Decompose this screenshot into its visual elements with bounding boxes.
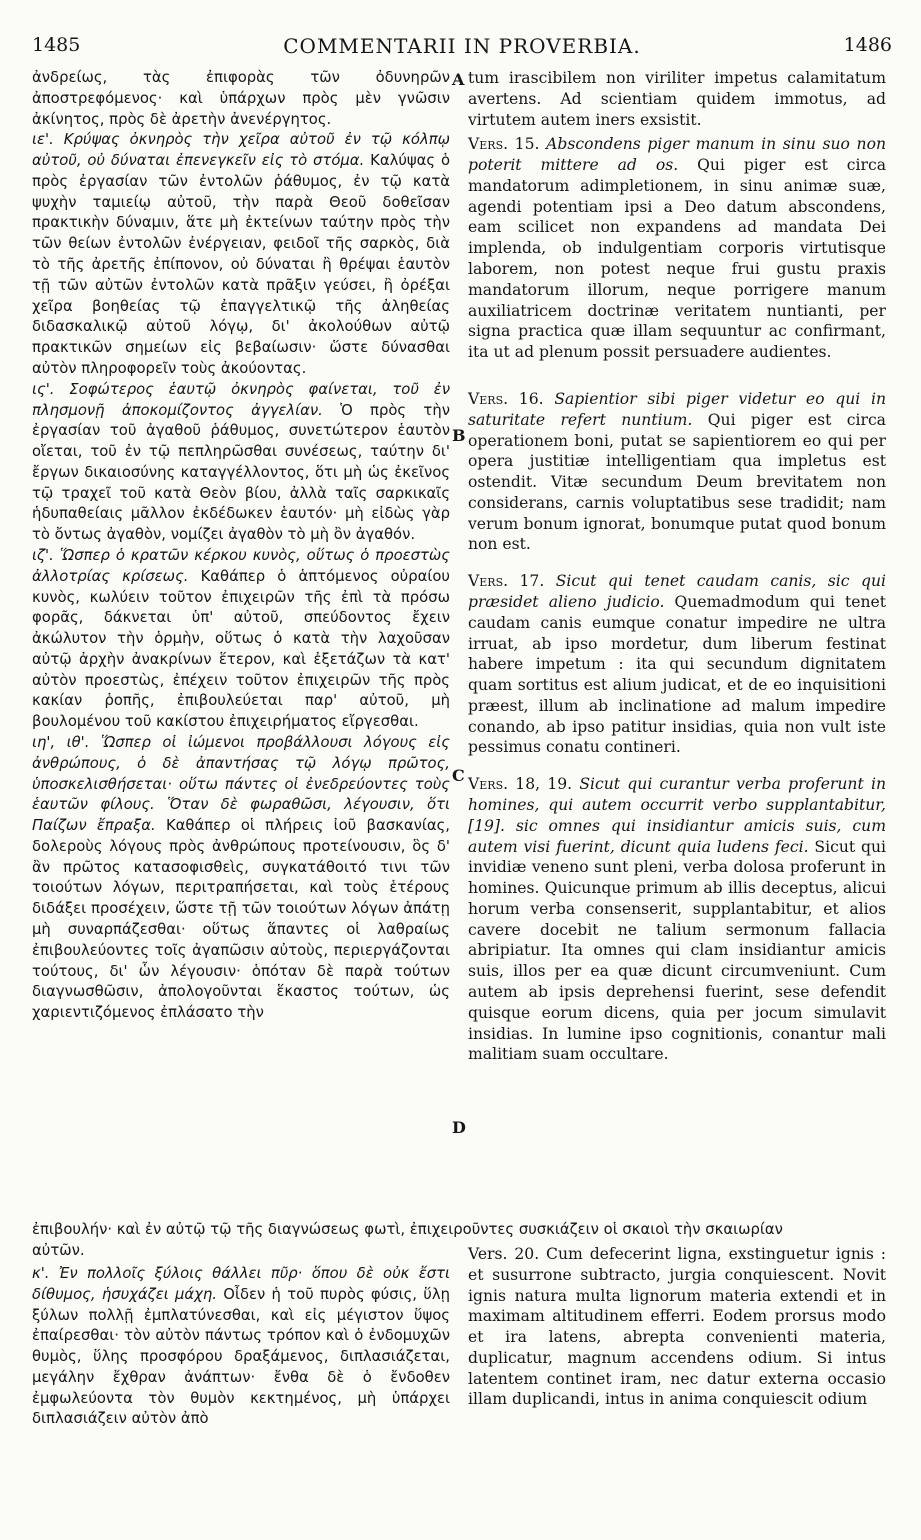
latin-column [468, 68, 886, 1065]
latin-paragraph-4 [468, 571, 886, 758]
greek-verse-15-head: ιε'. Κρύψας ὀκνηρὸς τὴν χεῖρα αὐτοῦ ἐν τῷ κόλπῳ αὐτοῦ, οὐ δύναται ἐπενεγκεῖν εἰς τὸ στόμα. [32, 131, 450, 170]
greek-column [32, 68, 450, 1024]
page-number-right: 1486 [843, 34, 892, 56]
latin-verse-16-label: Vers. 16. [468, 389, 544, 408]
latin-paragraph-3 [468, 389, 886, 555]
latin-verse-18-body: Sicut qui invidiæ veneno sunt pleni, verba dolosa proferunt in homines. Quicunque primum ab illis deceptus, alicui horum verba consenserit, supplantabitur, et alios cavere docebit ne talium sermonum fallacia abripiatur. Ita omnes qui clam insidiantur amicis suis, illos per ea quæ dicunt circumveniunt. Cum autem ab ipsis deprehensi fuerint, sese defendit quisque eorum dicens, quia per jocum simulavit insidias. In lumine ipso cognitionis, conantur mali malitiam suam occultare. [468, 837, 886, 1064]
greek-column-lower [32, 1264, 450, 1430]
latin-verse-20-head: Cum defecerint ligna, exstinguetur ignis : et susurrone subtracto, jurgia conquiescent. [468, 1245, 886, 1284]
greek-paragraph-4 [32, 546, 450, 733]
latin-verse-16-body: Qui piger est circa operationem boni, putat se sapientiorem eo qui per opera justitiæ intelligentiam qua impletus est ostendit. Vitæ secundum Deum brevitatem non considerans, carnis voluptatibus sese tradidit; nam verum bonum ignorat, bonumque putat quod bonum non est. [468, 410, 886, 554]
section-marker-d: D [452, 1118, 466, 1137]
latin-paragraph-5 [468, 774, 886, 1065]
latin-verse-15-head: Abscondens piger manum in sinu suo non poterit mittere ad os. [468, 135, 886, 175]
running-title: COMMENTARII IN PROVERBIA. [283, 34, 641, 58]
page-header [32, 34, 892, 64]
latin-verse-18-label: Vers. 18, 19. [468, 775, 573, 794]
latin-verse-15-body: Qui piger est circa mandatorum adimpletionem, in sinu animæ suæ, agendi potentiam ipsi a Deo datum abscondens, eam scilicet non expandens ad mandata Dei implenda, ob indulgentiam corporis virtutisque laborem, non potest neque frui gustu praxis mandatorum illorum, neque porrigere manum auxiliatricem doctrinæ veritatem nuntianti, per signa practica quæ illam sequuntur ac confirmant, ita ut ad plenum possit persuadere audientes. [468, 156, 886, 362]
latin-column-lower [468, 1244, 886, 1410]
greek-verse-17-head: ιζ'. Ὥσπερ ὁ κρατῶν κέρκου κυνὸς, οὕτως ὁ προεστὼς ἀλλοτρίας κρίσεως. [32, 546, 450, 585]
section-marker-a: A [452, 70, 465, 89]
greek-verse-20-head: κ'. Ἐν πολλοῖς ξύλοις θάλλει πῦρ· ὅπου δὲ οὐκ ἔστι δίθυμος, ἡσυχάζει μάχη. [32, 1265, 450, 1303]
greek-paragraph-2 [32, 130, 450, 379]
latin-paragraph-6 [468, 1244, 886, 1410]
greek-verse-16-head: ις'. Σοφώτερος ἑαυτῷ ὀκνηρὸς φαίνεται, τοῦ ἐν πλησμονῇ ἀποκομίζοντος ἀγγελίαν. [32, 380, 450, 419]
latin-paragraph-2 [468, 134, 886, 363]
latin-verse-17-label: Vers. 17. [468, 572, 545, 591]
greek-paragraph-3 [32, 380, 450, 546]
greek-paragraph-5 [32, 733, 450, 1024]
page-number-left: 1485 [32, 34, 81, 56]
greek-verse-16-body: Ὁ πρὸς τὴν ἐργασίαν τοῦ ἀγαθοῦ ῥάθυμος, συνετώτερον ἑαυτὸν οἴεται, τοῦ ἐν τῷ πεπληρῶσθαι συνέσεως, ταύτην δι' ἔργων δικαιοσύνης καταγγέλλοντος, ὅτι μὴ ὡς ἐκεῖνος τῷ τραχεῖ τοῦ κατὰ Θεὸν βίου, ἀλλὰ ταῖς σαρκικαῖς ἡδυπαθείαις μᾶλλον ἐκδέδωκεν ἑαυτόν· μὴ εἰδὼς γὰρ τὸ ὄντως ἀγαθὸν, νομίζει ἀγαθὸν τὸ μὴ ὂν ἀγαθόν. [32, 401, 450, 544]
greek-verse-18-body: Καθάπερ οἱ πλήρεις ἰοῦ βασκανίας, δολεροὺς λόγους πρὸς ἀνθρώπους προτείνουσιν, ὃς δ' ἂν πρῶτος κατασοφισθεὶς, συγκατάθοιτό τινι τῶν τοιούτων λόγων, περιτραπήσεται, καὶ τοὺς ἑτέρους διδάξει προσέχειν, ὥστε τῇ τῶν τοιούτων λόγων ἀπάτῃ μὴ συναρπάζεσθαι· οὕτως ἅπαντες οἱ λαθραίως ἐπιβουλεύοντες τοῖς ἀγαπῶσιν αὐτοὺς, περιεργάζονται τούτους, δι' ὧν λέγουσιν· ὁπόταν δὲ παρὰ τούτων διαγνωσθῶσιν, ἀπολογοῦνται ἕκαστος τούτων, ὡς χαριεντιζόμενος ἐπλάσατο τὴν [32, 817, 450, 1022]
latin-verse-17-body: Quemadmodum qui tenet caudam canis eumque conatur impedire ne ultra irruat, ab ipso mordetur, dum liberum festinat habere impetum : ita qui secundum dignitatem quam sortitus est alium judicat, et de eo inquisitioni præest, illum ab inclinatione ad malum impedire conando, ab ipso patitur insidias, quia non vult iste pessimus conatu contineri. [468, 592, 886, 757]
section-marker-c: C [452, 766, 465, 785]
greek-paragraph-1: ἀνδρείως, τὰς ἐπιφορὰς τῶν ὀδυνηρῶν ἀποστρεφόμενος· καὶ ὑπάρχων πρὸς μὲν γνῶσιν ἀκίνητος, πρὸς δὲ ἀρετὴν ἀνενέργητος. [32, 69, 450, 128]
greek-verse-18-head: ιη', ιθ'. Ὥσπερ οἱ ἰώμενοι προβάλλουσι λόγους εἰς ἀνθρώπους, ὁ δὲ ἀπαντήσας τῷ λόγῳ πρῶτος, ὑποσκελισθήσεται· οὕτω πάντες οἱ ἐνεδρεύοντες τοὺς ἑαυτῶν φίλους. Ὅταν δὲ φωραθῶσι, λέγουσιν, ὅτι Παίζων ἔπραξα. [32, 734, 450, 835]
latin-verse-15-label: Vers. 15. [468, 135, 540, 154]
latin-verse-18-head: Sicut qui curantur verba proferunt in homines, qui autem occurrit verbo supplantabitur, [19]. sic omnes qui insidiantur amicis suis, cum autem visi fuerint, dicunt quia ludens feci. [468, 775, 886, 856]
greek-spanning-text: ἐπιβουλήν· καὶ ἐν αὐτῷ τῷ τῆς διαγνώσεως φωτὶ, ἐπιχειροῦντες συσκιάζειν οἱ σκαιοὶ τὴν σκαιωρίαν [32, 1221, 783, 1238]
latin-verse-20-body: Novit ignis natura multa lignorum materia extendi et in maximam altitudinem efferri. Eodem prorsus modo et ira latens, abrepta convenienti materia, duplicatur, magnum accendens odium. Si intus latentem continet iram, nec datur externa occasio illam duplicandi, intus in anima conquiescit odium [468, 1265, 886, 1409]
section-marker-b: B [452, 426, 466, 445]
latin-verse-17-head: Sicut qui tenet caudam canis, sic qui præsidet alieno judicio. [468, 572, 886, 611]
greek-verse-20-body: Οἶδεν ἡ τοῦ πυρὸς φύσις, ὕλῃ ξύλων πολλῇ ἐμπλατύνεσθαι, καὶ εἰς μέγιστον ὕψος ἐπαίρεσθαι· τὸν αὐτὸν πάντως τρόπον καὶ ὁ ἐνδομυχῶν θυμὸς, ὕλης προσφόρου δραξάμενος, διπλασιάζεται, μεγάλην ἔχθραν ἀνάπτων· ἔνθα δὲ ὁ ἔνδοθεν ἐμφωλεύοντα τὸν θυμὸν κεκτημένος, μὴ ὑπάρχει διπλασιάζειν αὐτὸν ἀπὸ [32, 1285, 450, 1428]
greek-verse-15-body: Καλύψας ὁ πρὸς ἐργασίαν τῶν ἐντολῶν ῥάθυμος, ἐν τῷ κατὰ ψυχὴν ταμιείῳ αὐτοῦ, τὴν παρὰ Θεοῦ δοθεῖσαν πρακτικὴν δύναμιν, ἅτε μὴ ἐκτείνων ταύτην πρὸς τὴν τῶν θείων ἐντολῶν ἐνέργειαν, φειδοῖ τῆς σαρκὸς, διὰ τὸ τῆς ἀρετῆς ἐπίπονον, οὐ δύναται ἢ θρέψαι ἑαυτὸν τῇ τῶν αὐτῶν ἐντολῶν κατὰ πρᾶξιν γεύσει, ἢ ὀρέξαι χεῖρα βοηθείας τῷ ἐπαγγελτικῷ τῆς ἀληθείας διδασκαλικῷ αὐτοῦ λόγῳ, δι' ἀκολούθων αὐτῷ πρακτικῶν σημείων εἰς βεβαίωσιν· ὥστε δύνασθαι αὐτὸν πληροφορεῖν τοὺς ἀκούοντας. [32, 152, 450, 377]
latin-paragraph-1: tum irascibilem non viriliter impetus calamitatum avertens. Ad scientiam quidem immotus, ad virtutem autem iners exsistit. [468, 69, 886, 129]
latin-verse-20-label: Vers. 20. [468, 1245, 540, 1263]
greek-spanning-tail: αὐτῶν. [32, 1241, 85, 1259]
greek-paragraph-6 [32, 1264, 450, 1430]
latin-verse-16-head: Sapientior sibi piger videtur eo qui in saturitate refert nuntium. [468, 389, 886, 429]
greek-verse-17-body: Καθάπερ ὁ ἁπτόμενος οὐραίου κυνὸς, κωλύειν τοῦτον ἐπιχειρῶν τῆς ἐπὶ τὰ πρόσω φορᾶς, δάκνεται ὑπ' αὐτοῦ, σπεύδοντος ἔχειν ἀκώλυτον τὴν ὁρμὴν, οὕτως ὁ κατὰ τὴν λαχοῦσαν αὐτῷ ἀρχὴν ἀνακρίνων ἕτερον, καὶ ἐξετάζων τὰ κατ' αὐτὸν προεστὼς, ἐπέχειν τοῦτον ἐπιχειρῶν τῆς πρὸς κακίαν ῥοπῆς, ἐπιβουλεύεται παρ' αὐτοῦ, μὴ βουλομένου τοῦ κακίστου ἐπιχειρήματος εἴργεσθαι. [32, 567, 450, 731]
